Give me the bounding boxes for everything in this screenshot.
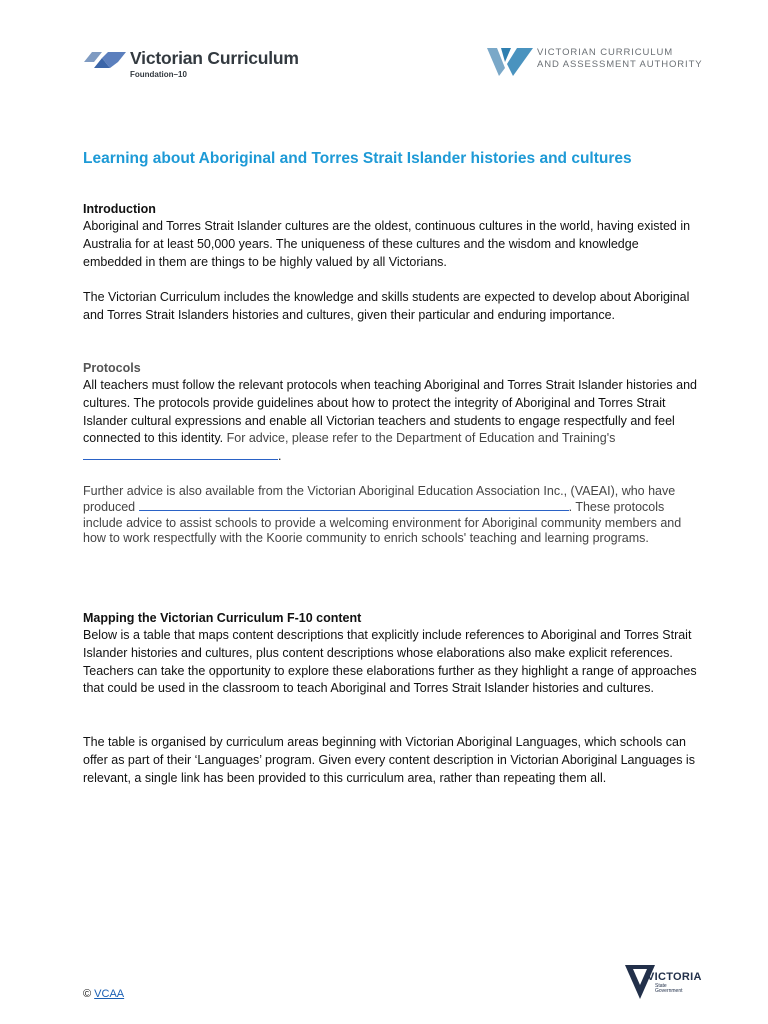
victoria-logo-text: VICTORIA [647, 971, 702, 983]
protocols-paragraph-1: All teachers must follow the relevant protocols when teaching Aboriginal and Torres Strait Islander histories and cultures. The protocols provide guidelines about how to protect the integrity of Aboriginal and Torres Strait Islander cultural expressions and enable all Victorian teachers and students to engage respectfully and feel connected to this identity. For advice, please refer to the Department of Education and Training's . [83, 378, 697, 464]
introduction-heading: Introduction [83, 202, 156, 216]
mapping-paragraph-2: The table is organised by curriculum areas beginning with Victorian Aboriginal Languages, which schools can offer as part of their ‘Languages’ program. Given every content description in Victorian Aboriginal Languages is relevant, a single link has been provided to this curriculum area, rather than repeating them all. [83, 735, 695, 785]
document-title: Learning about Aboriginal and Torres Strait Islander histories and cultures [83, 150, 632, 167]
victoria-state-government-logo [625, 963, 702, 1003]
vaeai-protocols-link[interactable] [139, 499, 569, 511]
protocols-heading: Protocols [83, 361, 141, 375]
protocols-advice-text: For advice, please refer to the Department of Education and Training's [223, 431, 616, 446]
victorian-curriculum-logo-title: Victorian Curriculum [130, 48, 299, 68]
vcaa-logo-line2: AND ASSESSMENT AUTHORITY [537, 59, 703, 70]
mapping-paragraph-1: Below is a table that maps content descriptions that explicitly include references to Aboriginal and Torres Strait Islander histories and cultures, plus content descriptions whose elaborations also make explicit references. Teachers can take the opportunity to explore these elaborations further as they highlight a range of approaches that could be used in the classroom to teach Aboriginal and Torres Strait Islander histories and cultures. [83, 628, 697, 696]
vcaa-logo-mark-icon [487, 46, 533, 78]
introduction-paragraph-2: The Victorian Curriculum includes the knowledge and skills students are expected to develop about Aboriginal and Torres Strait Islanders histories and cultures, given their particular and enduring importance. [83, 290, 690, 322]
victorian-curriculum-logo [84, 48, 314, 82]
victorian-curriculum-logo-subtitle: Foundation–10 [130, 70, 187, 79]
introduction-paragraph-1: Aboriginal and Torres Strait Islander cultures are the oldest, continuous cultures in the world, having existed in Australia for at least 50,000 years. The uniqueness of these cultures and the wisdom and knowledge embedded in them are things to be highly valued by all Victorians. [83, 219, 691, 269]
department-protocols-link[interactable] [83, 448, 278, 460]
copyright-symbol: © [83, 988, 92, 1000]
victoria-logo-sub-2: Government [655, 988, 683, 994]
protocols-paragraph-1-text: All teachers must follow the relevant protocols when teaching Aboriginal and Torres Strait Islander histories and cultures. The protocols provide guidelines about how to protect the integrity of Aboriginal and Torres Strait Islander cultural expressions and enable all Victorian teachers and students to engage respectfully and feel connected to this identity. [83, 378, 697, 446]
vcaa-logo-line1: VICTORIAN CURRICULUM [537, 47, 674, 58]
victorian-curriculum-logo-mark-icon [84, 52, 126, 68]
protocols-paragraph-2 [83, 484, 698, 546]
mapping-heading: Mapping the Victorian Curriculum F-10 content [83, 611, 362, 625]
protocols-paragraph-2-start: Further advice is also available from the Victorian Aboriginal Education Association Inc., (VAEAI), who have produced [83, 484, 676, 515]
protocols-paragraph-2-end: . These protocols include advice to assist schools to provide a welcoming environment for Aboriginal community members and how to work respectfully with the Koorie community to enrich schools' teaching and learning programs. [83, 500, 682, 545]
vcaa-footer-link[interactable]: VCAA [94, 988, 125, 1000]
footer-copyright [83, 988, 124, 1000]
vcaa-logo [487, 44, 703, 84]
victoria-logo-sub-1: State [655, 983, 667, 989]
